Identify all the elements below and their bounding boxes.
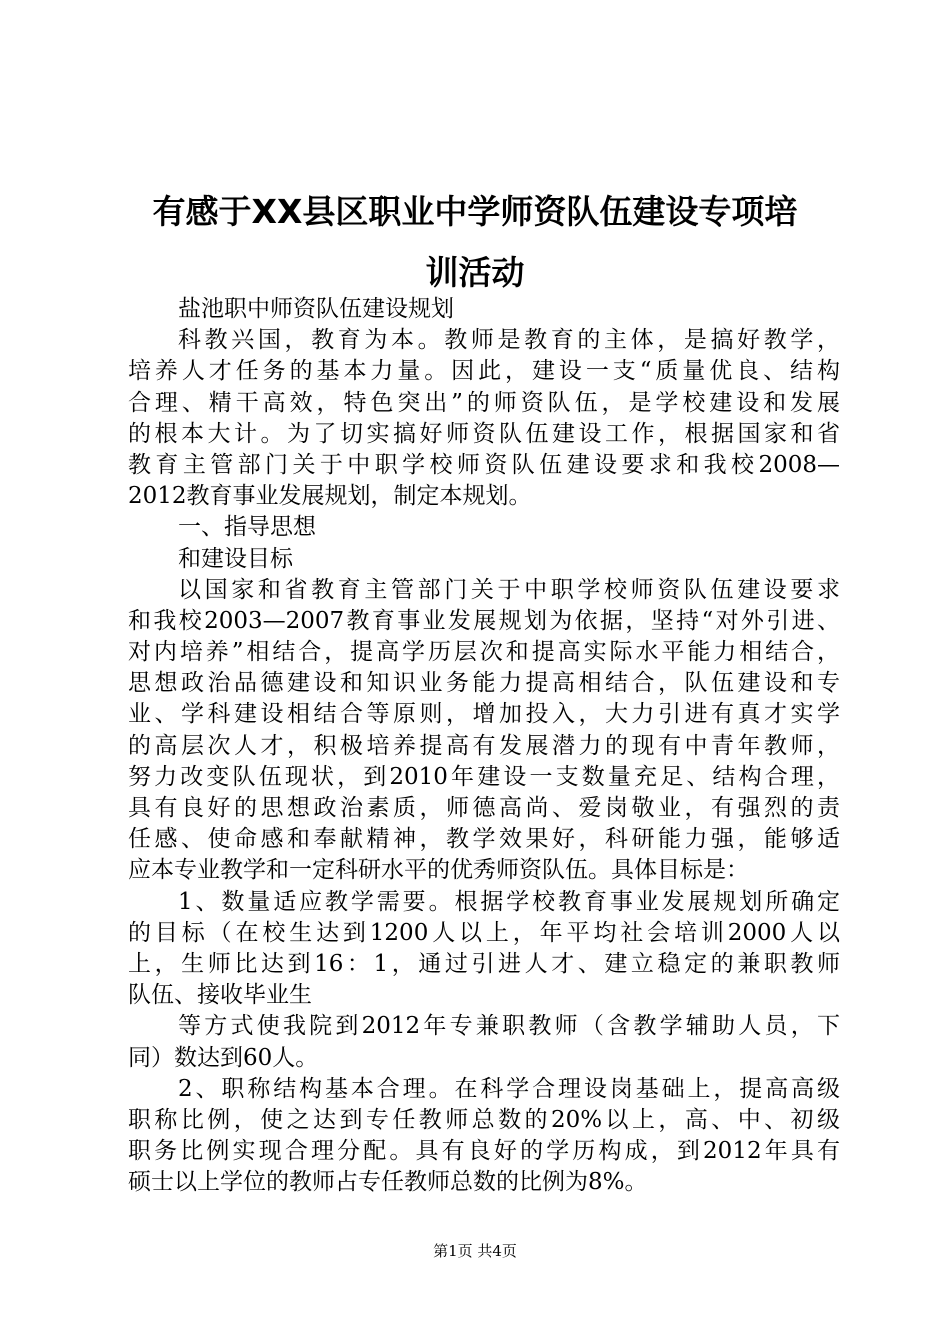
text-line: 具有良好的思想政治素质，师德高尚、爱岗敬业，有强烈的责 bbox=[128, 795, 840, 821]
section-heading: 和建设目标 bbox=[178, 545, 293, 572]
text-line: 1、数量适应教学需要。根据学校教育事业发展规划所确定 bbox=[178, 888, 840, 915]
text-line: 对内培养”相结合，提高学历层次和提高实际水平能力相结合， bbox=[128, 639, 840, 666]
document-title-line-2: 训活动 bbox=[425, 253, 525, 292]
text-line: 培养人才任务的基本力量。因此，建设一支“质量优良、结构 bbox=[128, 358, 840, 385]
text-line: 合理、精干高效，特色突出”的师资队伍，是学校建设和发展 bbox=[128, 389, 840, 416]
text-line: 思想政治品德建设和知识业务能力提高相结合，队伍建设和专 bbox=[128, 670, 840, 697]
text-line: 以国家和省教育主管部门关于中职学校师资队伍建设要求 bbox=[178, 576, 840, 603]
text-line: 队伍、接收毕业生 bbox=[128, 982, 312, 1009]
text-line: 2、职称结构基本合理。在科学合理设岗基础上，提高高级 bbox=[178, 1075, 840, 1102]
text-line: 任感、使命感和奉献精神，教学效果好，科研能力强，能够适 bbox=[128, 826, 840, 853]
text-line: 职务比例实现合理分配。具有良好的学历构成，到2012年具有 bbox=[128, 1138, 840, 1165]
text-line: 2012教育事业发展规划，制定本规划。 bbox=[128, 483, 532, 510]
text-line: 的目标（在校生达到1200人以上，年平均社会培训2000人以 bbox=[128, 919, 840, 946]
section-heading: 一、指导思想 bbox=[178, 514, 316, 541]
text-line: 上，生师比达到16：1，通过引进人才、建立稳定的兼职教师 bbox=[128, 950, 840, 977]
text-line: 同）数达到60人。 bbox=[128, 1044, 319, 1071]
text-line: 科教兴国，教育为本。教师是教育的主体，是搞好教学， bbox=[178, 327, 840, 354]
text-line: 职称比例，使之达到专任教师总数的20%以上，高、中、初级 bbox=[128, 1106, 840, 1133]
text-line: 的根本大计。为了切实搞好师资队伍建设工作，根据国家和省 bbox=[128, 420, 840, 447]
subtitle-line: 盐池职中师资队伍建设规划 bbox=[178, 296, 454, 322]
text-line: 等方式使我院到2012年专兼职教师（含教学辅助人员，下 bbox=[178, 1013, 840, 1040]
document-body bbox=[128, 294, 840, 1198]
text-line: 和我校2003—2007教育事业发展规划为依据，坚持“对外引进、 bbox=[128, 607, 840, 634]
text-line: 努力改变队伍现状，到2010年建设一支数量充足、结构合理， bbox=[128, 763, 840, 790]
text-line: 硕士以上学位的教师占专任教师总数的比例为8%。 bbox=[128, 1169, 648, 1196]
document-title-line-1: 有感于XX县区职业中学师资队伍建设专项培 bbox=[152, 192, 798, 231]
text-line: 应本专业教学和一定科研水平的优秀师资队伍。具体目标是： bbox=[128, 857, 749, 884]
page-number: 第1页 共4页 bbox=[433, 1242, 517, 1260]
text-line: 教育主管部门关于中职学校师资队伍建设要求和我校2008— bbox=[128, 451, 840, 478]
text-line: 业、学科建设相结合等原则，增加投入，大力引进有真才实学 bbox=[128, 701, 840, 728]
text-line: 的高层次人才，积极培养提高有发展潜力的现有中青年教师， bbox=[128, 732, 840, 759]
